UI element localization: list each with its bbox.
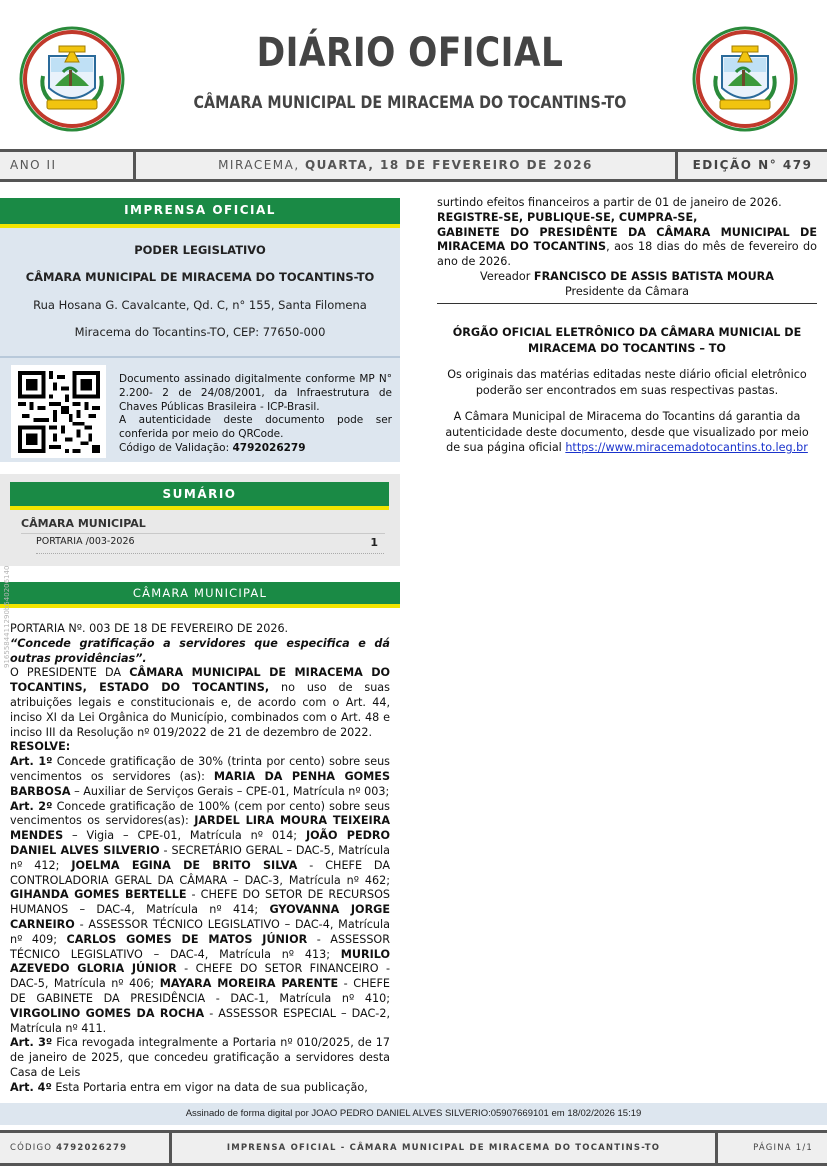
footer-page: PÁGINA 1/1	[753, 1143, 813, 1153]
art2-label: Art. 2º	[10, 799, 53, 813]
art1-role: – Auxiliar de Serviços Gerais – CPE-01, Matrícula nº 003;	[70, 784, 390, 798]
footer-code	[0, 1133, 172, 1163]
intro-part: O PRESIDENTE DA	[10, 666, 130, 680]
summary-item-page: 1	[370, 536, 378, 549]
signatory	[437, 270, 817, 285]
signatory-role: Presidente da Câmara	[564, 284, 689, 298]
art4-text: Esta Portaria entra em vigor na data de sua publicação,	[51, 1080, 368, 1094]
art1-text: Concede gratificação de 30% (trinta por cento) sobre seus vencimentos os servidores (as):	[10, 755, 391, 783]
qr-code-icon[interactable]	[11, 365, 106, 458]
validation-code	[119, 442, 392, 456]
footer-bar	[0, 1130, 827, 1166]
garantia-text	[437, 409, 817, 456]
servant-name: JOÃO PEDRO DANIEL ALVES SILVERIO	[10, 829, 390, 857]
art2-text: Concede gratificação de 100% (cem por cento) sobre seus vencimentos os servidores(as):	[10, 799, 391, 828]
year-label: ANO II	[0, 152, 136, 179]
section-band: CÂMARA MUNICIPAL	[0, 582, 400, 608]
servant-role: - CHEFE DE GABINETE DA PRESIDÊNCIA - DAC-1, Matrícula nº 410;	[10, 977, 391, 1005]
servant-name: JOELMA EGINA DE BRITO SILVA	[71, 858, 298, 872]
summary-item[interactable]	[36, 536, 384, 554]
gabinete-bold: GABINETE DO PRESIDÊNTE DA CÂMARA MUNICIPAL DE MIRACEMA DO TOCANTINS	[437, 225, 817, 254]
servant-name: MAYARA MOREIRA PARENTE	[159, 977, 339, 991]
intro-bold: CÂMARA MUNICIPAL DE MIRACEMA DO TOCANTINS, ESTADO DO TOCANTINS,	[10, 666, 390, 695]
journal-title: DIÁRIO OFICIAL	[256, 30, 564, 76]
article-1	[10, 755, 390, 799]
servant-role: - CHEFE DO SETOR DE RECURSOS HUMANOS – DAC-4, Matrícula nº 414;	[10, 888, 390, 917]
servant-role: – Vigia – CPE-01, Matrícula nº 014;	[63, 829, 306, 843]
portaria-ementa: “Concede gratificação a servidores que especifica e dá outras providências”.	[10, 636, 390, 665]
servant-role: - ASSESSOR TÉCNICO LEGISLATIVO – DAC-4, Matrícula nº 409;	[10, 917, 390, 946]
summary-category: CÂMARA MUNICIPAL	[21, 517, 385, 534]
edition-info-bar	[0, 149, 827, 182]
effects-text: surtindo efeitos financeiros a partir de 01 de janeiro de 2026.	[437, 196, 782, 209]
servant-role: - ASSESSOR TÉCNICO LEGISLATIVO – DAC-4, Matrícula nº 413;	[10, 932, 390, 961]
mp-text: Documento assinado digitalmente conforme MP N° 2.200- 2 de 24/08/2001, da Infraestrutura de Chaves Públicas Brasileira - ICP-Brasil.	[119, 373, 392, 413]
servant-role: - CHEFE DO SETOR FINANCEIRO - DAC-5, Matrícula nº 406;	[10, 962, 390, 991]
portaria-continuation	[437, 196, 817, 300]
imprensa-band: IMPRENSA OFICIAL	[0, 198, 400, 228]
portaria-intro	[10, 666, 390, 740]
camara-label: CÂMARA MUNICIPAL DE MIRACEMA DO TOCANTINS-TO	[25, 270, 375, 284]
coat-of-arms-left-icon	[19, 26, 125, 132]
cep-label: Miracema do Tocantins-TO, CEP: 77650-000	[74, 325, 326, 339]
edition-number: EDIÇÃO N° 479	[692, 158, 813, 172]
summary-item-label: PORTARIA /003-2026	[36, 536, 135, 547]
divider	[437, 303, 817, 304]
servant-name: GYOVANNA JORGE CARNEIRO	[10, 903, 391, 931]
article-3	[10, 1036, 390, 1080]
signature-text	[119, 373, 392, 456]
servant-role: - CHEFE DA CONTROLADORIA GERAL DA CÂMARA – DAC-3, Matrícula nº 462;	[10, 858, 390, 887]
summary-panel	[0, 474, 400, 566]
digital-signature-line: Assinado de forma digital por JOAO PEDRO DANIEL ALVES SILVERIO:05907669101 em 18/02/2026 15:19	[0, 1103, 827, 1125]
date-label: QUARTA, 18 DE FEVEREIRO DE 2026	[304, 158, 593, 172]
vereador-name: FRANCISCO DE ASSIS BATISTA MOURA	[533, 269, 774, 283]
city-label: MIRACEMA,	[218, 158, 305, 172]
garantia-body: A Câmara Municipal de Miracema do Tocantins dá garantia da autenticidade deste documento, desde que visualizado por meio de sua página oficial	[445, 410, 809, 454]
header	[0, 0, 827, 150]
footer-code-value: 4792026279	[56, 1143, 128, 1153]
poder-label: PODER LEGISLATIVO	[134, 243, 266, 257]
servant-name: CARLOS GOMES DE MATOS JÚNIOR	[66, 932, 308, 946]
portaria-body	[10, 622, 390, 1096]
gabinete-rest: , aos 18 dias do mês de fevereiro do ano de 2026.	[437, 240, 817, 269]
validation-code-label: Código de Validação:	[119, 441, 233, 454]
art1-name: MARIA DA PENHA GOMES BARBOSA	[10, 769, 391, 798]
auth-text: A autenticidade deste documento pode ser conferida por meio do QRCode.	[119, 414, 392, 441]
journal-subtitle: CÂMARA MUNICIPAL DE MIRACEMA DO TOCANTINS-TO	[193, 93, 627, 113]
signature-panel	[0, 356, 400, 462]
servant-name: VIRGOLINO GOMES DA ROCHA	[10, 1006, 205, 1020]
footer-code-label: CÓDIGO	[10, 1143, 57, 1153]
article-4	[10, 1081, 390, 1096]
orgao-heading: ÓRGÃO OFICIAL ELETRÔNICO DA CÂMARA MUNICIAL DE MIRACEMA DO TOCANTINS – TO	[452, 326, 802, 355]
servant-role: - SECRETÁRIO GERAL – DAC-5, Matrícula nº 412;	[10, 843, 391, 872]
servant-name: JARDEL LIRA MOURA TEIXEIRA MENDES	[10, 814, 390, 843]
art4-label: Art. 4º	[10, 1080, 52, 1094]
art1-label: Art. 1º	[10, 755, 53, 769]
servant-name: MURILO AZEVEDO GLORIA JÚNIOR	[10, 947, 390, 976]
servant-role: - ASSESSOR ESPECIAL – DAC-2, Matrícula nº 411.	[10, 1006, 391, 1035]
art3-text: Fica revogada integralmente a Portaria nº 010/2025, de 17 de janeiro de 2025, que concedeu gratificação a servidores desta Casa de Leis	[10, 1036, 390, 1079]
side-stamp-text: 9165584411290b540206140	[3, 565, 11, 668]
edition-date	[136, 152, 678, 179]
resolve-label: RESOLVE:	[10, 740, 71, 754]
address-label: Rua Hosana G. Cavalcante, Qd. C, n° 155, Santa Filomena	[33, 298, 367, 312]
footer-title: IMPRENSA OFICIAL - CÂMARA MUNICIPAL DE MIRACEMA DO TOCANTINS-TO	[172, 1133, 718, 1163]
art3-label: Art. 3º	[10, 1036, 53, 1050]
article-2	[10, 800, 390, 1037]
official-site-link[interactable]: https://www.miracemadotocantins.to.leg.br	[565, 441, 808, 454]
intro-rest: no uso de suas atribuições legais e constitucionais e, de acordo com o Art. 44, inciso XI da Lei Orgânica do Município, combinados com o Art. 48 e inciso III da Resolução nº 019/2022 de 21 de dezembro de 2022.	[10, 681, 390, 739]
validation-code-value: 4792026279	[232, 441, 306, 454]
summary-band: SUMÁRIO	[10, 482, 389, 510]
vereador-label: Vereador	[480, 269, 534, 283]
servant-name: GIHANDA GOMES BERTELLE	[10, 888, 187, 902]
coat-of-arms-right-icon	[692, 26, 798, 132]
registre-text: REGISTRE-SE, PUBLIQUE-SE, CUMPRA-SE,	[437, 210, 698, 224]
originais-text: Os originais das matérias editadas neste diário oficial eletrônico poderão ser encontrados em suas respectivas pastas.	[447, 368, 807, 397]
gabinete-text	[437, 226, 817, 270]
portaria-heading: PORTARIA Nº. 003 DE 18 DE FEVEREIRO DE 2026.	[10, 622, 289, 635]
